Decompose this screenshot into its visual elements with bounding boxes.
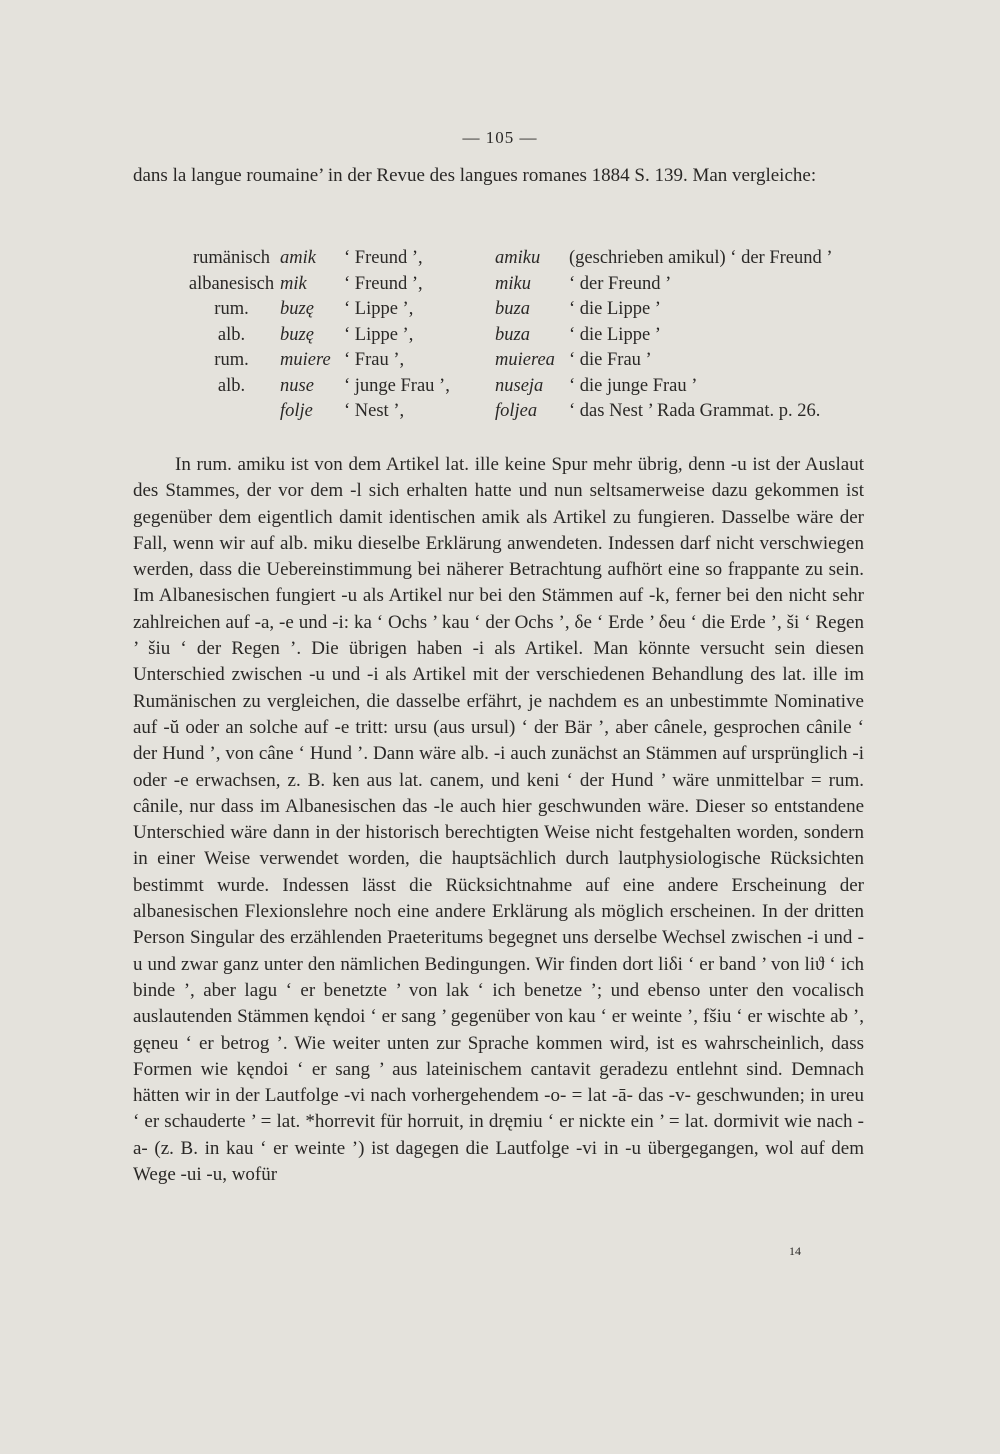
signature-mark: 14	[789, 1244, 801, 1258]
form-cell: buzę	[280, 324, 314, 345]
form-cell: buzę	[280, 299, 314, 319]
gloss-cell: ‘ junge Frau ’,	[344, 375, 450, 396]
table-row	[183, 374, 833, 400]
form-cell: folje	[280, 401, 313, 421]
form-cell: amik	[280, 248, 316, 268]
language-cell: alb.	[217, 375, 246, 396]
table-row	[183, 246, 833, 272]
body-text	[133, 452, 864, 1188]
language-cell: rum.	[214, 350, 249, 370]
article-gloss-cell: (geschrieben amikul) ‘ der Freund ’	[569, 248, 833, 268]
form-cell: mik	[280, 273, 307, 294]
language-cell: albanesisch	[188, 273, 275, 294]
article-form-cell: amiku	[495, 248, 541, 268]
article-form-cell: muierea	[495, 350, 555, 370]
gloss-cell: ‘ Lippe ’,	[344, 324, 414, 345]
table-row	[183, 348, 833, 374]
comparison-table	[183, 246, 833, 425]
body-paragraph: In rum. amiku ist von dem Artikel lat. ille keine Spur mehr übrig, denn -u ist der Auslaut des Stammes, der vor dem -l sich erhalten hatte und nun seltsamerweise dazu gekommen ist gegenüber dem eigentlich damit identischen amik als Artikel zu fungieren. Dasselbe wäre der Fall, wenn wir auf alb. miku dieselbe Erklärung anwendeten. Indessen darf nicht verschwiegen werden, dass die Uebereinstimmung bei näherer Betrachtung aufhört eine so frappante zu sein. Im Albanesischen fungiert -u als Artikel nur bei den Stämmen auf -k, ferner bei den nicht sehr zahlreichen auf -a, -e und -i: ka ‘ Ochs ’ kau ‘ der Ochs ’, δe ‘ Erde ’ δeu ‘ die Erde ’, ši ‘ Regen ’ šiu ‘ der Regen ’. Die übrigen haben -i als Artikel. Man könnte versucht sein diesen Unterschied zwischen -u und -i als Artikel mit der verschiedenen Behandlung des lat. ille im Rumänischen zu vergleichen, die dasselbe erfährt, je nachdem es an unbestimmte Nominative auf -ŭ oder an solche auf -e tritt: ursu (aus ursul) ‘ der Bär ’, aber cânele, gesprochen cânile ‘ der Hund ’, von câne ‘ Hund ’. Dann wäre alb. -i auch zunächst an Stämmen auf ursprünglich -i oder -e erwachsen, z. B. ken aus lat. canem, und keni ‘ der Hund ’ wäre unmittelbar = rum. cânile, nur dass im Albanesischen das -le auch hier geschwunden wäre. Dieser so entstandene Unterschied wäre dann in der historisch berechtigten Weise nicht festgehalten worden, sondern in einer Weise verwendet worden, die hauptsächlich durch lautphysiologische Rücksichten bestimmt wurde. Indessen lässt die Rücksichtnahme auf eine andere Erscheinung der albanesischen Flexionslehre noch eine andere Erklärung als möglich erscheinen. In der dritten Person Singular des erzählenden Praeteritums begegnet uns derselbe Wechsel zwischen -i und -u und zwar ganz unter den nämlichen Bedingungen. Wir finden dort liδi ‘ er band ’ von liϑ ‘ ich binde ’, aber lagu ‘ er benetzte ’ von lak ‘ ich benetze ’; und ebenso unter den vocalisch auslautenden Stämmen kęndoi ‘ er sang ’ gegenüber von kau ‘ er weinte ’, fšiu ‘ er wischte ab ’, gęneu ‘ er betrog ’. Wie weiter unten zur Sprache kommen wird, ist es wahrscheinlich, dass Formen wie kęndoi ‘ er sang ’ aus lateinischem cantavit geradezu entlehnt sind. Demnach hätten wir in der Lautfolge -vi nach vorhergehendem -o- = lat -ā- das -v- geschwunden; in ureu ‘ er schauderte ’ = lat. *horrevit für horruit, in dręmiu ‘ er nickte ein ’ = lat. dormivit wie nach -a- (z. B. in kau ‘ er weinte ’) ist dagegen die Lautfolge -vi in -u übergegangen, wol auf dem Wege -ui -u, wofür	[133, 454, 864, 1186]
table-row	[183, 297, 833, 323]
gloss-cell: ‘ Nest ’,	[344, 401, 405, 421]
article-gloss-cell: ‘ die Lippe ’	[569, 324, 661, 345]
intro-paragraph: dans la langue roumaine’ in der Revue des langues romanes 1884 S. 139. Man vergleiche:	[133, 165, 817, 186]
gloss-cell: ‘ Frau ’,	[344, 350, 405, 370]
form-cell: muiere	[280, 350, 331, 370]
article-gloss-cell: ‘ die Lippe ’	[569, 299, 661, 319]
article-gloss-cell: ‘ die junge Frau ’	[569, 375, 698, 396]
language-cell: rum.	[214, 299, 249, 319]
table-row	[183, 272, 833, 298]
article-gloss-cell: ‘ das Nest ’ Rada Grammat. p. 26.	[569, 401, 821, 421]
article-gloss-cell: ‘ die Frau ’	[569, 350, 652, 370]
language-cell	[183, 399, 280, 425]
form-cell: nuse	[280, 375, 314, 396]
article-form-cell: buza	[495, 299, 530, 319]
article-form-cell: miku	[495, 273, 531, 294]
comparison-grid	[183, 246, 833, 425]
intro-text	[133, 163, 863, 188]
language-cell: rumänisch	[192, 248, 271, 268]
page-number: — 105 —	[462, 128, 538, 147]
gloss-cell: ‘ Freund ’,	[344, 248, 423, 268]
table-row	[183, 399, 833, 425]
article-form-cell: buza	[495, 324, 530, 345]
article-gloss-cell: ‘ der Freund ’	[569, 273, 672, 294]
gloss-cell: ‘ Freund ’,	[344, 273, 423, 294]
table-row	[183, 323, 833, 349]
language-cell: alb.	[217, 324, 246, 345]
article-form-cell: nuseja	[495, 375, 544, 396]
gloss-cell: ‘ Lippe ’,	[344, 299, 414, 319]
article-form-cell: foljea	[495, 401, 538, 421]
